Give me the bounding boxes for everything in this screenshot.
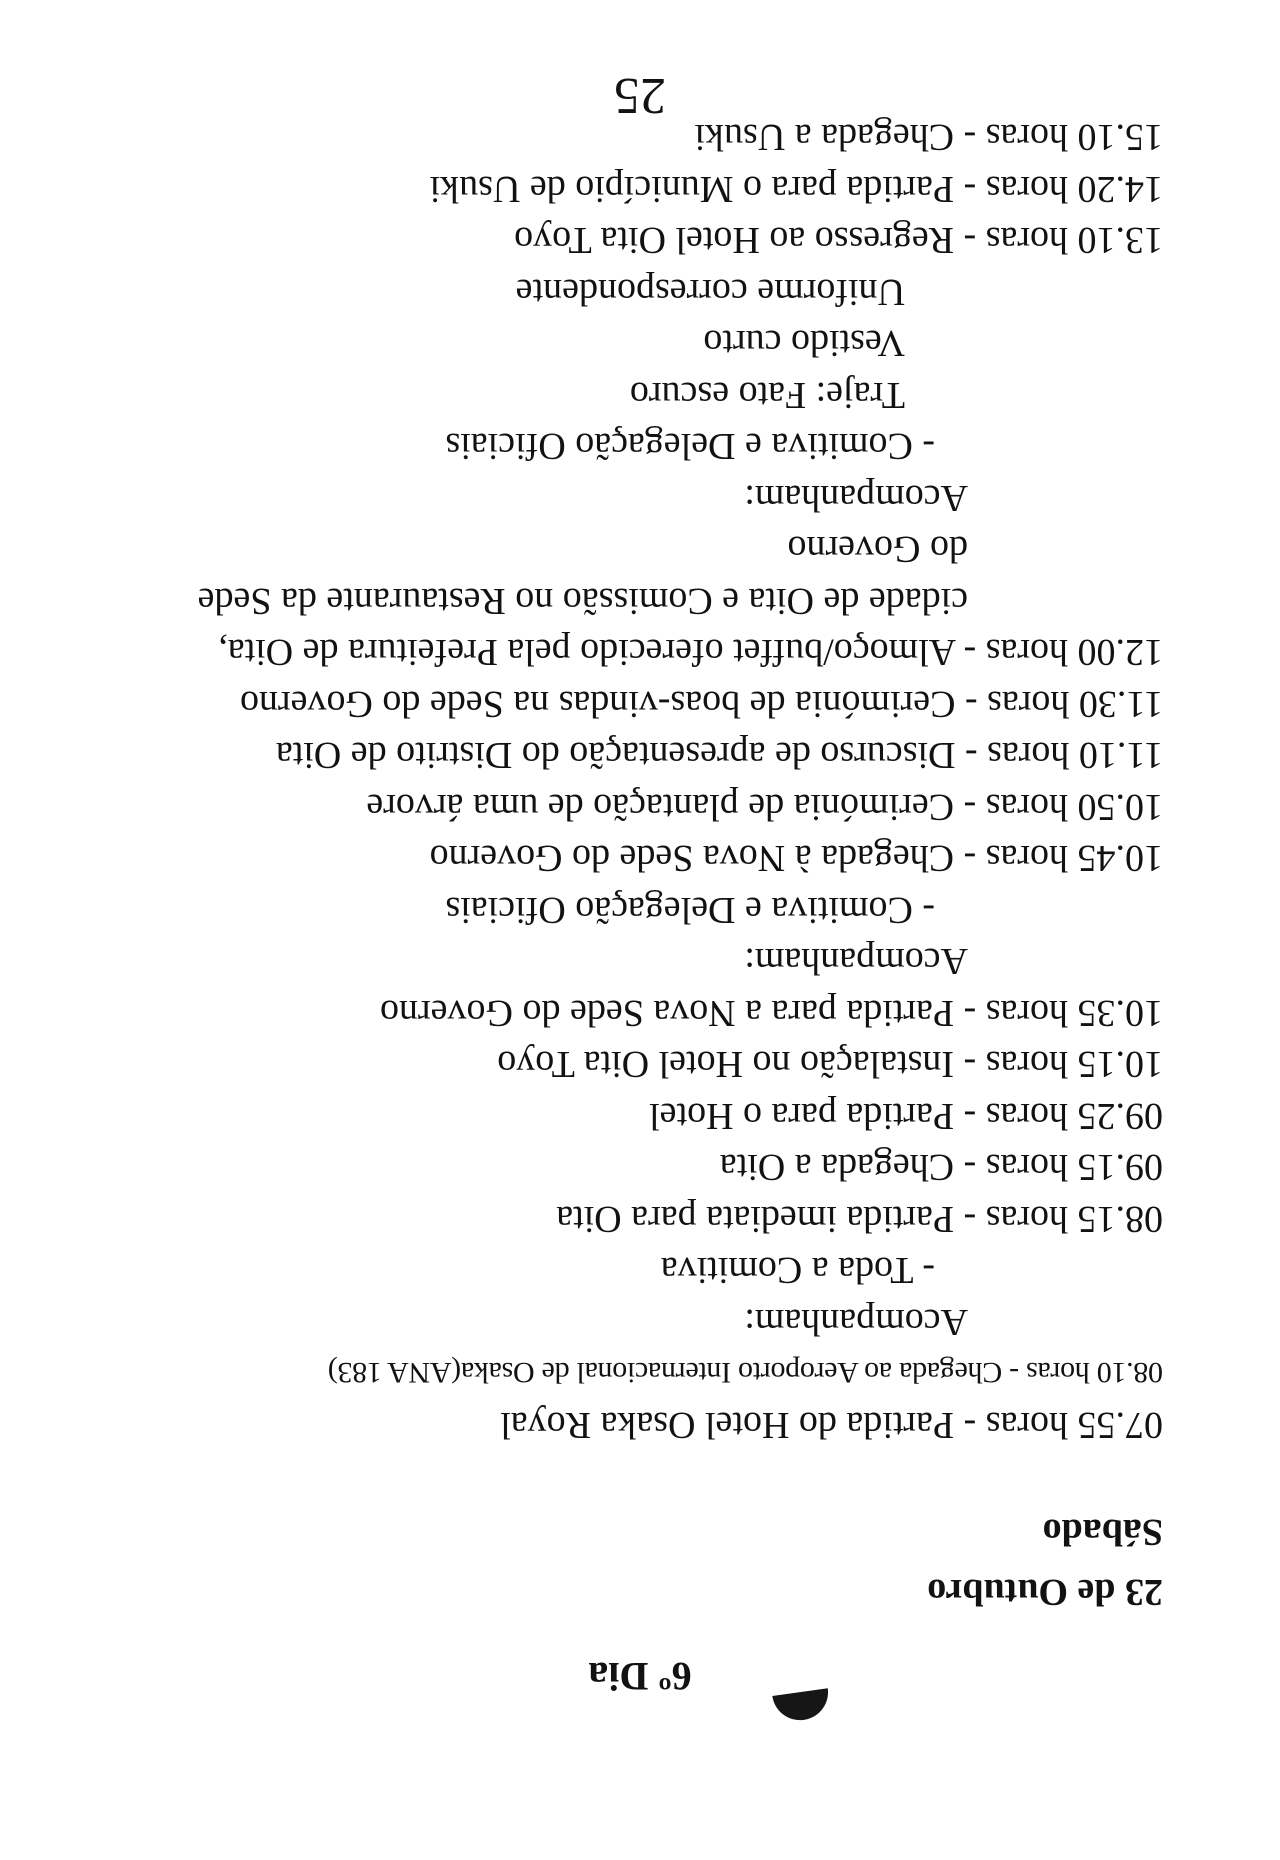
schedule-line: 09.25 horas - Partida para o Hotel [649, 1095, 1163, 1137]
day-title: 6º Dia [588, 1654, 692, 1699]
schedule-line: Vestido curto [703, 322, 905, 365]
schedule-line: 09.15 horas - Chegada a Oita [719, 1146, 1163, 1189]
schedule-line: 14.20 horas - Partida para o Município de Usuki [429, 168, 1163, 210]
schedule-line: - Comitiva e Delegação Oficiais [445, 425, 935, 468]
schedule-line: - Toda a Comitiva [660, 1249, 935, 1292]
date-heading: 23 de Outubro [927, 1571, 1163, 1613]
schedule-line: 11.30 horas - Cerimónia de boas-vindas na Sede do Governo [239, 683, 1163, 725]
schedule-line: 10.45 horas - Chegada à Nova Sede do Governo [429, 837, 1163, 880]
schedule-line: 10.15 horas - Instalação no Hotel Oita Toyo [497, 1043, 1163, 1086]
schedule-line: 11.10 horas - Discurso de apresentação do Distrito de Oita [275, 734, 1163, 777]
schedule-line: 10.35 horas - Partida para a Nova Sede do Governo [380, 992, 1163, 1034]
schedule-line: 13.10 horas - Regresso ao Hotel Oita Toyo [514, 219, 1163, 262]
page-number: 25 [614, 67, 666, 124]
schedule-line: 07.55 horas - Partida do Hotel Osaka Royal [500, 1404, 1163, 1446]
schedule-line: do Governo [787, 528, 968, 571]
schedule-line: 08.10 horas - Chegada ao Aeroporto Internacional de Osaka(ANA 183) [328, 1356, 1163, 1390]
weekday-heading: Sábado [1042, 1511, 1163, 1553]
schedule-line: - Comitiva e Delegação Oficiais [445, 889, 935, 931]
schedule-line: 08.15 horas - Partida imediata para Oita [556, 1198, 1163, 1240]
schedule-line: Acompanham: [744, 940, 968, 983]
schedule-line: cidade de Oita e Comissão no Restaurante da Sede [197, 580, 968, 622]
schedule-line: Traje: Fato escuro [629, 374, 905, 416]
schedule-line: Uniforme correspondente [515, 271, 905, 313]
schedule-list [43, 111, 1163, 1450]
schedule-line: 10.50 horas - Cerimónia de plantação de uma árvore [366, 786, 1163, 828]
schedule-line: 15.10 horas - Chegada a Usuki [694, 116, 1163, 159]
schedule-line: Acompanham: [744, 477, 968, 519]
schedule-line: 12.00 horas - Almoço/buffet oferecido pela Prefeitura de Oita, [218, 631, 1163, 674]
schedule-line: Acompanham: [744, 1301, 968, 1343]
